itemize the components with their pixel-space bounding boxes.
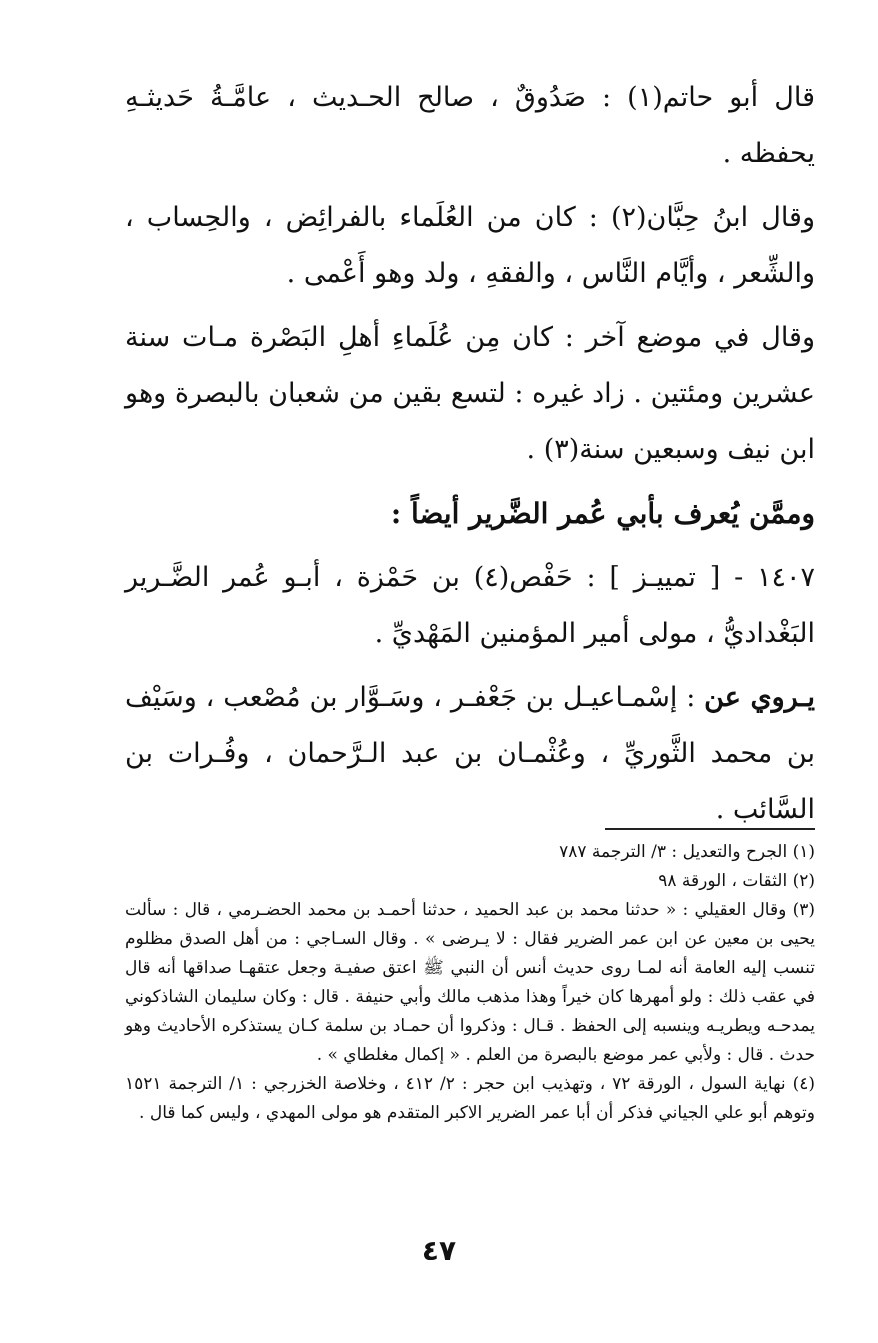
paragraph-narrates-from (125, 670, 815, 838)
footnote-4: (٤) نهاية السول ، الورقة ٧٢ ، وتهذيب ابن حجر : ٢/ ٤١٢ ، وخلاصة الخزرجي : ١/ الترجمة ١٥٢١ وتوهم أبو علي الجياني فذكر أن أبا عمر الضرير الاكبر المتقدم هو مولى المهدي ، وليس كما قال . (125, 1074, 815, 1123)
footnote-2: (٢) الثقات ، الورقة ٩٨ (658, 871, 815, 891)
footnote-3: (٣) وقال العقيلي : « حدثنا محمد بن عبد الحميد ، حدثنا أحمـد بن محمد الحضـرمي ، قال : سألت يحيى بن معين عن ابن عمر الضرير فقال : لا يـرضى » . وقال السـاجي : من أهل الصدق مظلوم تنسب إليه العامة أنه لمـا روى حديث أنس أن النبي ﷺ اعتق صفيـة وجعل عتقهـا صداقها أنه قال في عقب ذلك : ولو أمهرها كان خيراً وهذا مذهب مالك وأبي حنيفة . قال : وكان سليمان الشاذكوني يمدحـه ويطريـه وينسبه إلى الحفظ . قـال : وذكروا أن حمـاد بن سلمة كـان يستذكره الأحاديث وهو حدث . قال : ولأبي عمر موضع بالبصرة من العلم . « إكمال مغلطاي » . (125, 900, 815, 1065)
section-heading: وممَّن يُعرف بأبي عُمر الضَّرير أيضاً : (390, 497, 815, 530)
footnote-divider (605, 828, 815, 830)
page-number: ٤٧ (421, 1234, 457, 1267)
paragraph-other-place: وقال في موضع آخر : كان مِن عُلَماءِ أهلِ البَصْرة مـات سنة عشرين ومئتين . زاد غيره : لتسع بقين من شعبان بالبصرة وهو ابن نيف وسبعين سنة(٣) . (125, 322, 815, 465)
main-text (125, 70, 815, 838)
narrates-from-list: : إسْمـاعيـل بن جَعْفـر ، وسَـوَّار بن مُصْعب ، وسَيْف بن محمد الثَّوريِّ ، وعُثْمـان بن عبد الـرَّحمان ، وفُـرات بن السَّائب . (125, 682, 815, 825)
footnote-1: (١) الجرح والتعديل : ٣/ الترجمة ٧٨٧ (559, 842, 815, 862)
entry-1407: ١٤٠٧ - [ تمييـز ] : حَفْص(٤) بن حَمْزة ، أبـو عُمر الضَّـرير البَغْداديُّ ، مولى أمير المؤمنين المَهْديِّ . (125, 562, 815, 649)
narrates-from-lead: يـروي عن (704, 682, 816, 713)
footnotes (125, 828, 815, 1128)
paragraph-abu-hatim: قال أبو حاتم(١) : صَدُوقٌ ، صالح الحـديث ، عامَّـةُ حَديثـهِ يحفظه . (125, 82, 815, 169)
paragraph-ibn-hibban: وقال ابنُ حِبَّان(٢) : كان من العُلَماء بالفرائِض ، والحِساب ، والشِّعر ، وأيَّام النَّاس ، والفقهِ ، ولد وهو أَعْمى . (125, 202, 815, 289)
